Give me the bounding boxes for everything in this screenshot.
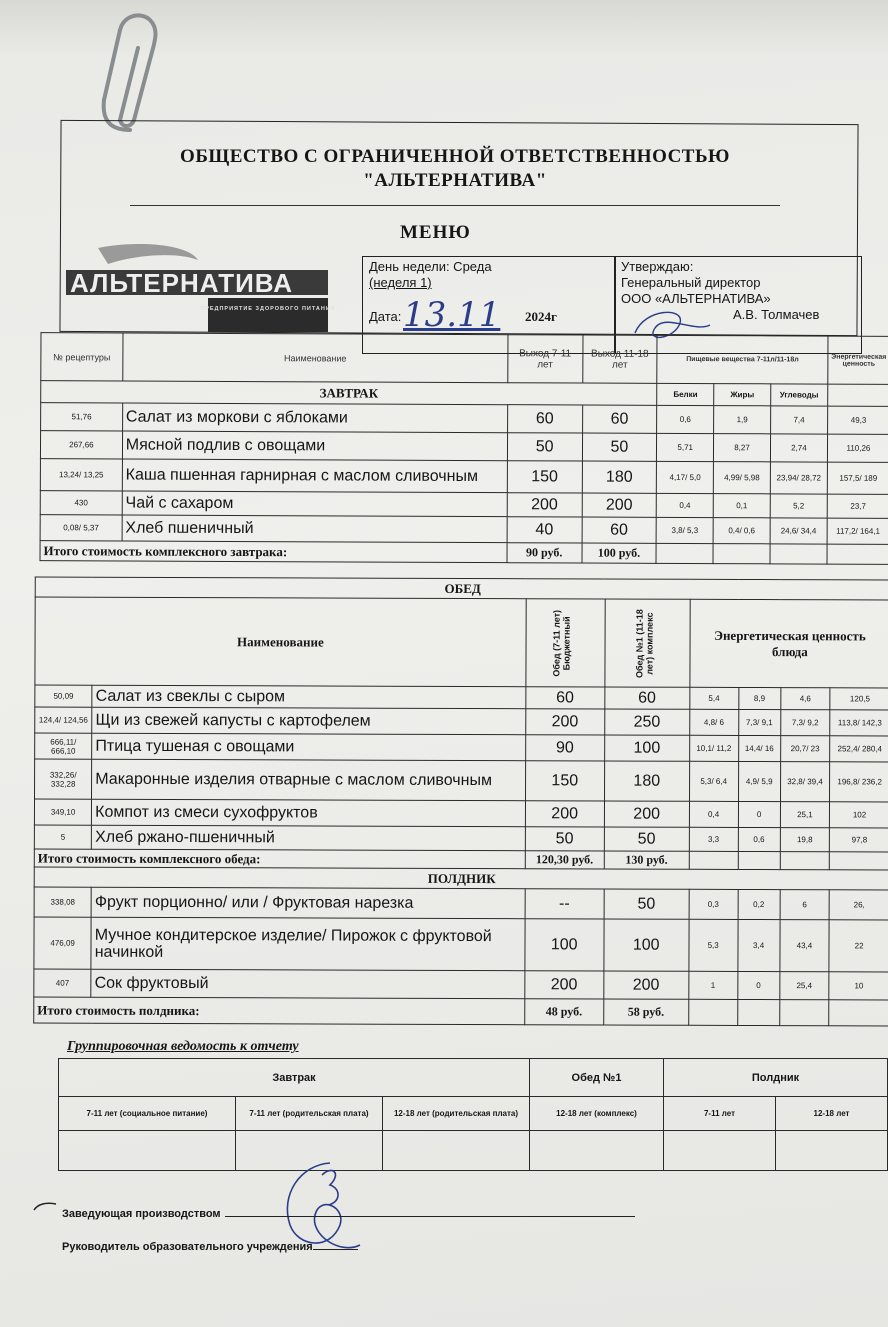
company-line-1: ОБЩЕСТВО С ОГРАНИЧЕННОЙ ОТВЕТСТВЕННОСТЬЮ: [180, 146, 730, 167]
section-breakfast: ЗАВТРАК: [41, 381, 657, 406]
fat-value: 3,4: [737, 919, 779, 971]
fat-value: 0: [737, 971, 779, 999]
fat-value: 7,3/ 9,1: [738, 709, 780, 735]
energy-value: 22: [829, 920, 888, 972]
grouping-table: [58, 1058, 888, 1171]
logo-text: АЛЬТЕРНАТИВА: [70, 268, 294, 298]
protein-value: 3,3: [689, 827, 738, 851]
carbs-value: 19,8: [780, 828, 830, 852]
snack-total-b: 58 руб.: [603, 999, 688, 1025]
recipe-number: 51,76: [41, 403, 123, 431]
portion-7-11: 90: [525, 735, 604, 761]
col-out-2: Выход 11-18 лет: [582, 335, 657, 383]
header-underline: [130, 205, 780, 206]
dish-name: Фрукт порционно/ или / Фруктовая нарезка: [91, 887, 525, 919]
col-nutrients: Пищевые вещества 7-11л/11-18л: [657, 335, 828, 384]
portion-7-11: 50: [525, 827, 604, 851]
carbs-value: 24,6/ 34,4: [770, 518, 827, 544]
dish-name: Чай с сахаром: [122, 491, 507, 517]
lunch-row: [35, 707, 888, 736]
portion-11-18: 50: [604, 827, 689, 851]
company-logo: [58, 240, 358, 335]
sub-carbs: Углеводы: [771, 384, 828, 406]
portion-7-11: 150: [525, 761, 604, 801]
company-name: [70, 145, 840, 193]
dish-name: Салат из моркови с яблоками: [122, 403, 507, 433]
protein-value: 0,4: [656, 493, 713, 517]
energy-value: 10: [829, 972, 888, 1000]
energy-value: 23,7: [827, 494, 888, 518]
lunch-row: [35, 733, 888, 762]
lunch-total-a: 120,30 руб.: [525, 851, 604, 869]
breakfast-row: [40, 459, 888, 495]
approve-name: А.В. Толмачев: [733, 307, 820, 322]
group-lunch: Обед №1: [530, 1059, 664, 1097]
carbs-value: 32,8/ 39,4: [780, 762, 830, 802]
portion-7-11: 60: [526, 687, 605, 709]
portion-7-11: 60: [507, 405, 582, 433]
carbs-value: 7,4: [771, 406, 828, 434]
portion-11-18: 50: [604, 889, 689, 919]
date-label: Дата:: [369, 309, 402, 324]
recipe-number: 430: [40, 491, 122, 515]
dish-name: Салат из свеклы с сыром: [92, 685, 526, 709]
portion-7-11: 200: [507, 493, 582, 517]
col-name: Наименование: [123, 333, 508, 383]
breakfast-total-a: 90 руб.: [507, 543, 582, 563]
fat-value: 0: [738, 801, 780, 827]
protein-value: 5,4: [690, 687, 739, 709]
dish-name: Каша пшенная гарнирная с маслом сливочным: [122, 459, 507, 493]
fat-value: 8,9: [738, 687, 780, 709]
protein-value: 5,3: [689, 919, 738, 971]
breakfast-row: [41, 403, 888, 435]
portion-11-18: 180: [582, 461, 657, 493]
group-col-1: 7-11 лет (социальное питание): [59, 1097, 236, 1131]
logo-subtitle: ПРЕДПРИЯТИЕ ЗДОРОВОГО ПИТАНИЯ: [200, 306, 336, 312]
menu-title: МЕНЮ: [400, 222, 471, 243]
section-snack: ПОЛДНИК: [34, 867, 888, 890]
carbs-value: 25,1: [780, 802, 830, 828]
lunch-col-name: Наименование: [35, 597, 526, 687]
group-col-2: 7-11 лет (родительская плата): [236, 1097, 383, 1131]
group-breakfast: Завтрак: [59, 1059, 530, 1097]
protein-value: 10,1/ 11,2: [689, 735, 738, 761]
head-school-label: Руководитель образовательного учреждения: [62, 1241, 358, 1253]
protein-value: 0,6: [657, 405, 714, 433]
energy-value: 102: [830, 802, 888, 828]
fat-value: 8,27: [714, 434, 771, 462]
carbs-value: 25,4: [779, 972, 829, 1000]
group-snack: Полдник: [664, 1059, 888, 1097]
carbs-value: 20,7/ 23: [780, 736, 830, 762]
recipe-number: 349,10: [34, 799, 91, 825]
col-recipe: № рецептуры: [41, 333, 123, 381]
protein-value: 4,17/ 5,0: [657, 461, 714, 493]
recipe-number: 476,09: [34, 917, 91, 969]
carbs-value: 6: [780, 890, 830, 920]
lunch-row: [35, 685, 888, 710]
protein-value: 0,3: [689, 889, 738, 919]
snack-row: [34, 917, 888, 972]
recipe-number: 124,4/ 124,56: [35, 707, 92, 733]
group-col-4: 12-18 лет (комплекс): [530, 1097, 664, 1131]
carbs-value: 43,4: [780, 920, 830, 972]
energy-value: 196,8/ 236,2: [830, 762, 888, 802]
lunch-row: [34, 799, 888, 828]
portion-11-18: 250: [604, 709, 689, 735]
fat-value: 0,4/ 0,6: [713, 518, 770, 544]
year-label: 2024г: [525, 309, 557, 324]
energy-value: 110,26: [827, 434, 888, 462]
portion-7-11: 200: [525, 801, 604, 827]
portion-11-18: 50: [582, 433, 657, 461]
carbs-value: 7,3/ 9,2: [780, 710, 830, 736]
portion-7-11: 200: [525, 709, 604, 735]
snack-row: [34, 887, 888, 920]
energy-value: 113,8/ 142,3: [830, 710, 888, 736]
recipe-number: 13,24/ 13,25: [40, 459, 122, 491]
dish-name: Птица тушеная с овощами: [92, 733, 526, 761]
recipe-number: 666,11/ 666,10: [35, 733, 92, 759]
portion-7-11: 200: [525, 971, 604, 999]
dish-name: Компот из смеси сухофруктов: [92, 799, 526, 827]
protein-value: 4,8/ 6: [689, 709, 738, 735]
portion-7-11: --: [525, 889, 604, 919]
energy-value: 26,: [829, 890, 888, 920]
grouping-title: Группировочная ведомость к отчету: [67, 1039, 299, 1054]
portion-11-18: 200: [604, 801, 689, 827]
pen-mark: [30, 1200, 60, 1214]
protein-value: 0,4: [689, 801, 738, 827]
portion-11-18: 180: [604, 761, 689, 801]
recipe-number: 0,08/ 5,37: [40, 515, 122, 541]
energy-value: 157,5/ 189: [827, 462, 888, 494]
snack-total-a: 48 руб.: [524, 999, 603, 1025]
group-col-6: 12-18 лет: [776, 1097, 888, 1131]
lunch-total-b: 130 руб.: [604, 851, 689, 869]
protein-value: 5,3/ 6,4: [689, 761, 738, 801]
portion-11-18: 60: [582, 405, 657, 433]
fat-value: 4,9/ 5,9: [738, 761, 780, 801]
lunch-table: [33, 577, 888, 1027]
fat-value: 1,9: [714, 406, 771, 434]
approve-line-1: Утверждаю:: [621, 259, 694, 274]
group-col-3: 12-18 лет (родительская плата): [383, 1097, 530, 1131]
sub-fat: Жиры: [714, 384, 771, 406]
company-line-2: "АЛЬТЕРНАТИВА": [363, 170, 547, 191]
lunch-col-a: Обед (7-11 лет) Бюджетный: [551, 609, 572, 677]
energy-value: 117,2/ 164,1: [827, 518, 888, 544]
fat-value: 4,99/ 5,98: [713, 462, 770, 494]
paperclip-icon: [98, 8, 168, 138]
approve-line-3: ООО «АЛЬТЕРНАТИВА»: [621, 291, 771, 306]
portion-7-11: 40: [507, 517, 582, 543]
breakfast-total-b: 100 руб.: [582, 543, 657, 563]
week-label: (неделя 1): [369, 275, 432, 290]
group-col-5: 7-11 лет: [664, 1097, 776, 1131]
fat-value: 0,6: [738, 827, 780, 851]
recipe-number: 338,08: [34, 887, 91, 917]
breakfast-row: [40, 431, 888, 463]
recipe-number: 407: [34, 969, 91, 997]
portion-11-18: 60: [582, 517, 657, 543]
portion-11-18: 100: [604, 919, 689, 971]
lunch-row: [34, 825, 888, 852]
carbs-value: 2,74: [770, 434, 827, 462]
portion-11-18: 200: [582, 493, 657, 517]
protein-value: 5,71: [657, 433, 714, 461]
energy-value: 120,5: [830, 688, 888, 710]
carbs-value: 23,94/ 28,72: [770, 462, 827, 494]
weekday-label: День недели: Среда: [369, 259, 492, 274]
snack-total-label: Итого стоимость полдника:: [34, 997, 525, 1025]
dish-name: Щи из свежей капусты с картофелем: [92, 707, 526, 735]
dish-name: Макаронные изделия отварные с маслом сливочным: [92, 759, 526, 801]
recipe-number: 267,66: [40, 431, 122, 459]
portion-11-18: 100: [604, 735, 689, 761]
protein-value: 3,8/ 5,3: [656, 517, 713, 543]
lunch-total-label: Итого стоимость комплексного обеда:: [34, 849, 525, 869]
lunch-col-energy: Энергетическая ценность блюда: [690, 599, 888, 688]
portion-11-18: 60: [605, 687, 690, 709]
recipe-number: 50,09: [35, 685, 92, 707]
protein-value: 1: [689, 971, 738, 999]
sub-protein: Белки: [657, 383, 714, 405]
col-out-1: Выход 7-11 лет: [508, 335, 583, 383]
breakfast-row: [40, 515, 888, 545]
section-lunch: ОБЕД: [35, 577, 888, 600]
portion-7-11: 100: [525, 919, 604, 971]
lunch-row: [35, 759, 888, 802]
dish-name: Хлеб пшеничный: [122, 515, 507, 543]
dish-name: Сок фруктовый: [91, 969, 525, 999]
recipe-number: 332,26/ 332,28: [35, 759, 92, 799]
fat-value: 0,2: [738, 889, 780, 919]
fat-value: 0,1: [713, 494, 770, 518]
portion-7-11: 150: [507, 461, 582, 493]
col-energy: Энергетическая ценность: [828, 336, 888, 384]
approve-line-2: Генеральный директор: [621, 275, 761, 290]
dish-name: Мясной подлив с овощами: [122, 431, 507, 461]
portion-7-11: 50: [507, 433, 582, 461]
breakfast-table: [40, 332, 888, 565]
snack-row: [34, 969, 888, 1000]
energy-value: 97,8: [829, 828, 888, 852]
date-value: 13.11: [403, 295, 501, 335]
portion-11-18: 200: [604, 971, 689, 999]
fat-value: 14,4/ 16: [738, 735, 780, 761]
recipe-number: 5: [34, 825, 91, 849]
lunch-col-b: Обед №1 (11-18 лет) комплекс: [634, 608, 655, 678]
carbs-value: 5,2: [770, 494, 827, 518]
breakfast-row: [40, 491, 888, 519]
energy-value: 252,4/ 280,4: [830, 736, 888, 762]
breakfast-total-label: Итого стоимость комплексного завтрака:: [40, 541, 507, 563]
dish-name: Мучное кондитерское изделие/ Пирожок с фруктовой начинкой: [91, 917, 525, 971]
carbs-value: 4,6: [780, 688, 830, 710]
head-production-label: Заведующая производством: [62, 1208, 635, 1220]
dish-name: Хлеб ржано-пшеничный: [92, 825, 526, 851]
energy-value: 49,3: [827, 406, 888, 434]
